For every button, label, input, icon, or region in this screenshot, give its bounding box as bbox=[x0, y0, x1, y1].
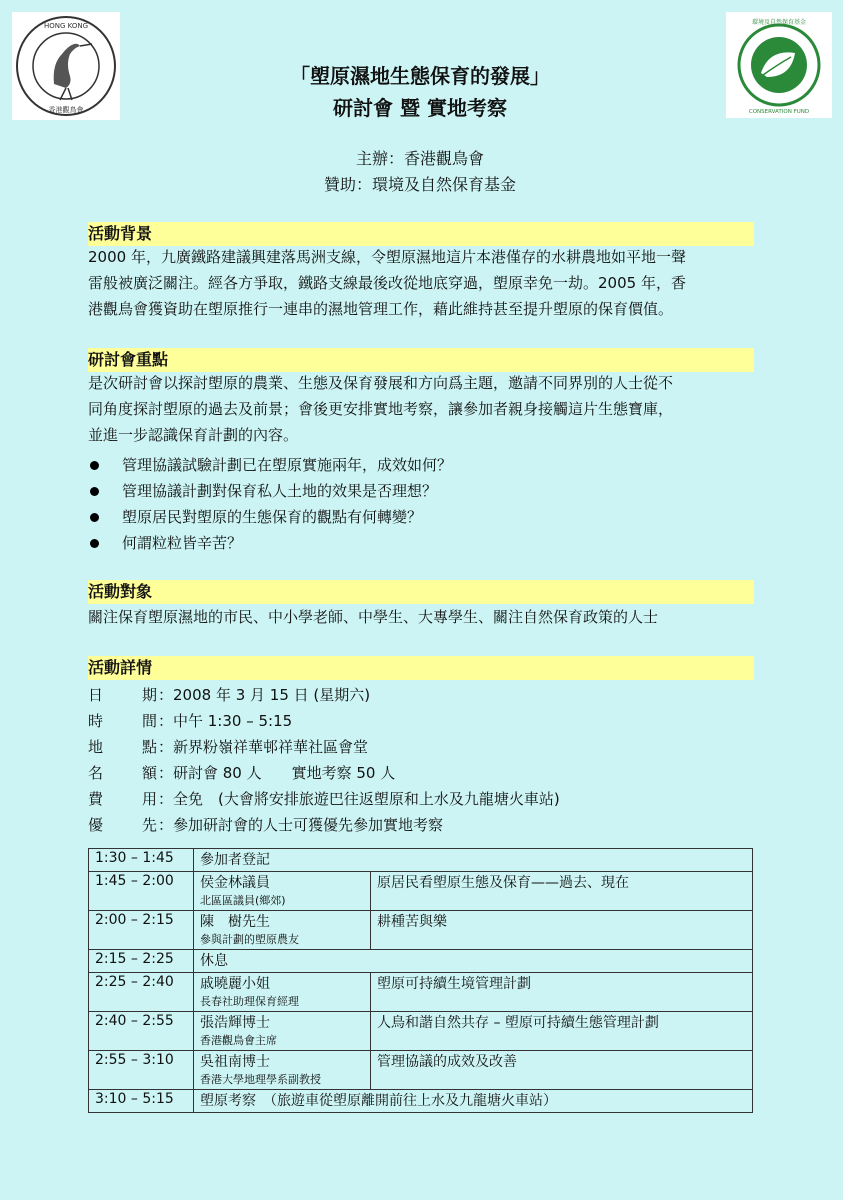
speaker-name: 侯金林議員 bbox=[200, 875, 270, 891]
list-item bbox=[88, 478, 748, 504]
title-line-1: 「塱原濕地生態保育的發展」 bbox=[290, 64, 550, 88]
focus-bullet-list bbox=[88, 452, 748, 556]
background-paragraph bbox=[88, 244, 756, 322]
sponsor-text: 贊助：環境及自然保育基金 bbox=[323, 175, 516, 194]
detail-key: 用 bbox=[142, 790, 158, 808]
table-row bbox=[89, 849, 753, 872]
schedule-item-text: 參加者登記 bbox=[200, 852, 270, 868]
list-item bbox=[88, 530, 748, 556]
detail-value: ：全免 (大會將安排旅遊巴往返塱原和上水及九龍塘火車站) bbox=[158, 790, 560, 808]
schedule-time: 2:15 – 2:25 bbox=[89, 950, 194, 973]
audience-text: 關注保育塱原濕地的市民、中小學老師、中學生、大專學生、關注自然保育政策的人士 bbox=[88, 608, 659, 626]
table-row bbox=[89, 1051, 753, 1090]
schedule-topic bbox=[371, 973, 753, 1012]
detail-row-time bbox=[88, 708, 748, 734]
schedule-topic bbox=[371, 911, 753, 950]
schedule-time: 2:40 – 2:55 bbox=[89, 1012, 194, 1051]
paragraph-line: 並進一步認識保育計劃的內容。 bbox=[88, 426, 299, 444]
speaker-name: 陳 樹先生 bbox=[200, 914, 270, 930]
list-item bbox=[88, 504, 748, 530]
paragraph-line: 港觀鳥會獲資助在塱原推行一連串的濕地管理工作，藉此維持甚至提升塱原的保育價值。 bbox=[88, 300, 674, 318]
speaker-name: 戚曉麗小姐 bbox=[200, 976, 270, 992]
detail-key: 地 bbox=[88, 738, 104, 756]
table-row bbox=[89, 911, 753, 950]
bird-watching-society-logo-icon bbox=[14, 14, 118, 118]
title-line-2: 研討會 暨 實地考察 bbox=[333, 96, 507, 120]
detail-value: ：新界粉嶺祥華邨祥華社區會堂 bbox=[158, 738, 369, 756]
schedule-item-text: 塱原考察 （旅遊車從塱原離開前往上水及九龍塘火車站） bbox=[200, 1093, 557, 1109]
detail-key: 額 bbox=[142, 764, 158, 782]
speaker-role: 參與計劃的塱原農友 bbox=[200, 933, 299, 946]
topic-text: 人鳥和諧自然共存 – 塱原可持續生態管理計劃 bbox=[377, 1015, 659, 1031]
speaker-role: 長春社助理保育經理 bbox=[200, 995, 299, 1008]
bullet-icon bbox=[90, 487, 99, 496]
detail-row-priority bbox=[88, 812, 748, 838]
detail-row-fee bbox=[88, 786, 748, 812]
schedule-table bbox=[88, 848, 753, 1113]
detail-key: 名 bbox=[88, 764, 104, 782]
environment-conservation-fund-logo-icon bbox=[729, 15, 829, 115]
bullet-icon bbox=[90, 513, 99, 522]
table-row bbox=[89, 872, 753, 911]
table-row bbox=[89, 1012, 753, 1051]
bullet-text: 塱原居民對塱原的生態保育的觀點有何轉變？ bbox=[122, 508, 423, 526]
section-heading-details: 活動詳情 bbox=[88, 656, 754, 680]
sponsor-info bbox=[150, 146, 690, 198]
topic-text: 管理協議的成效及改善 bbox=[377, 1054, 517, 1070]
topic-text: 塱原可持續生境管理計劃 bbox=[377, 976, 531, 992]
detail-row-quota bbox=[88, 760, 748, 786]
schedule-topic bbox=[371, 1051, 753, 1090]
bullet-text: 管理協議計劃對保育私人土地的效果是否理想？ bbox=[122, 482, 438, 500]
topic-text: 耕種苦與樂 bbox=[377, 914, 447, 930]
environment-conservation-fund-logo bbox=[726, 12, 832, 118]
section-heading-audience: 活動對象 bbox=[88, 580, 754, 604]
detail-value: ：參加研討會的人士可獲優先參加實地考察 bbox=[158, 816, 444, 834]
speaker-role: 香港大學地理學系副教授 bbox=[200, 1073, 321, 1086]
speaker-name: 吳祖南博士 bbox=[200, 1054, 270, 1070]
bullet-icon bbox=[90, 461, 99, 470]
schedule-item bbox=[194, 849, 753, 872]
detail-key: 費 bbox=[88, 790, 104, 808]
schedule-speaker bbox=[194, 973, 371, 1012]
table-row bbox=[89, 973, 753, 1012]
schedule-time: 1:45 – 2:00 bbox=[89, 872, 194, 911]
schedule-time: 3:10 – 5:15 bbox=[89, 1090, 194, 1113]
schedule-speaker bbox=[194, 1051, 371, 1090]
svg-text:環境及自然保育基金: 環境及自然保育基金 bbox=[751, 19, 807, 26]
speaker-role: 香港觀鳥會主席 bbox=[200, 1034, 277, 1047]
list-item bbox=[88, 452, 748, 478]
detail-row-venue bbox=[88, 734, 748, 760]
schedule-item bbox=[194, 1090, 753, 1113]
section-heading-background: 活動背景 bbox=[88, 222, 754, 246]
details-list bbox=[88, 682, 748, 838]
schedule-time: 2:25 – 2:40 bbox=[89, 973, 194, 1012]
schedule-item-text: 休息 bbox=[200, 953, 228, 969]
svg-text:CONSERVATION FUND: CONSERVATION FUND bbox=[748, 109, 810, 115]
bullet-text: 何謂粒粒皆辛苦？ bbox=[122, 534, 243, 552]
bird-watching-society-logo bbox=[12, 12, 120, 120]
schedule-time: 2:55 – 3:10 bbox=[89, 1051, 194, 1090]
paragraph-line: 2000 年，九廣鐵路建議興建落馬洲支線，令塱原濕地這片本港僅存的水耕農地如平地一聲 bbox=[88, 248, 686, 266]
detail-key: 期 bbox=[142, 686, 158, 704]
detail-key: 優 bbox=[88, 816, 104, 834]
schedule-time: 2:00 – 2:15 bbox=[89, 911, 194, 950]
bullet-text: 管理協議試驗計劃已在塱原實施兩年，成效如何？ bbox=[122, 456, 453, 474]
schedule-speaker bbox=[194, 1012, 371, 1051]
detail-key: 日 bbox=[88, 686, 104, 704]
detail-key: 間 bbox=[142, 712, 158, 730]
detail-value: ：研討會 80 人 實地考察 50 人 bbox=[158, 764, 396, 782]
svg-text:香港觀鳥會: 香港觀鳥會 bbox=[48, 106, 84, 114]
detail-key: 點 bbox=[142, 738, 158, 756]
section-heading-focus: 研討會重點 bbox=[88, 348, 754, 372]
schedule-item bbox=[194, 950, 753, 973]
schedule-topic bbox=[371, 872, 753, 911]
paragraph-line: 雷般被廣泛關注。經各方爭取，鐵路支線最後改從地底穿過，塱原幸免一劫。2005 年，香 bbox=[88, 274, 686, 292]
detail-key: 先 bbox=[142, 816, 158, 834]
svg-text:HONG KONG: HONG KONG bbox=[43, 22, 89, 30]
table-row bbox=[89, 950, 753, 973]
schedule-speaker bbox=[194, 911, 371, 950]
schedule-speaker bbox=[194, 872, 371, 911]
bullet-icon bbox=[90, 539, 99, 548]
speaker-role: 北區區議員(鄉郊) bbox=[200, 894, 286, 907]
detail-value: ：中午 1:30 – 5:15 bbox=[158, 712, 293, 730]
speaker-name: 張浩輝博士 bbox=[200, 1015, 270, 1031]
table-row bbox=[89, 1090, 753, 1113]
topic-text: 原居民看塱原生態及保育——過去、現在 bbox=[377, 875, 629, 891]
detail-key: 時 bbox=[88, 712, 104, 730]
organizer-text: 主辦：香港觀鳥會 bbox=[355, 149, 484, 168]
detail-row-date bbox=[88, 682, 748, 708]
paragraph-line: 同角度探討塱原的過去及前景；會後更安排實地考察，讓參加者親身接觸這片生態寶庫， bbox=[88, 400, 674, 418]
detail-value: ：2008 年 3 月 15 日 (星期六) bbox=[158, 686, 371, 704]
schedule-topic bbox=[371, 1012, 753, 1051]
focus-paragraph bbox=[88, 370, 756, 448]
schedule-time: 1:30 – 1:45 bbox=[89, 849, 194, 872]
paragraph-line: 是次研討會以探討塱原的農業、生態及保育發展和方向爲主題，邀請不同界別的人士從不 bbox=[88, 374, 674, 392]
document-title bbox=[150, 60, 690, 124]
